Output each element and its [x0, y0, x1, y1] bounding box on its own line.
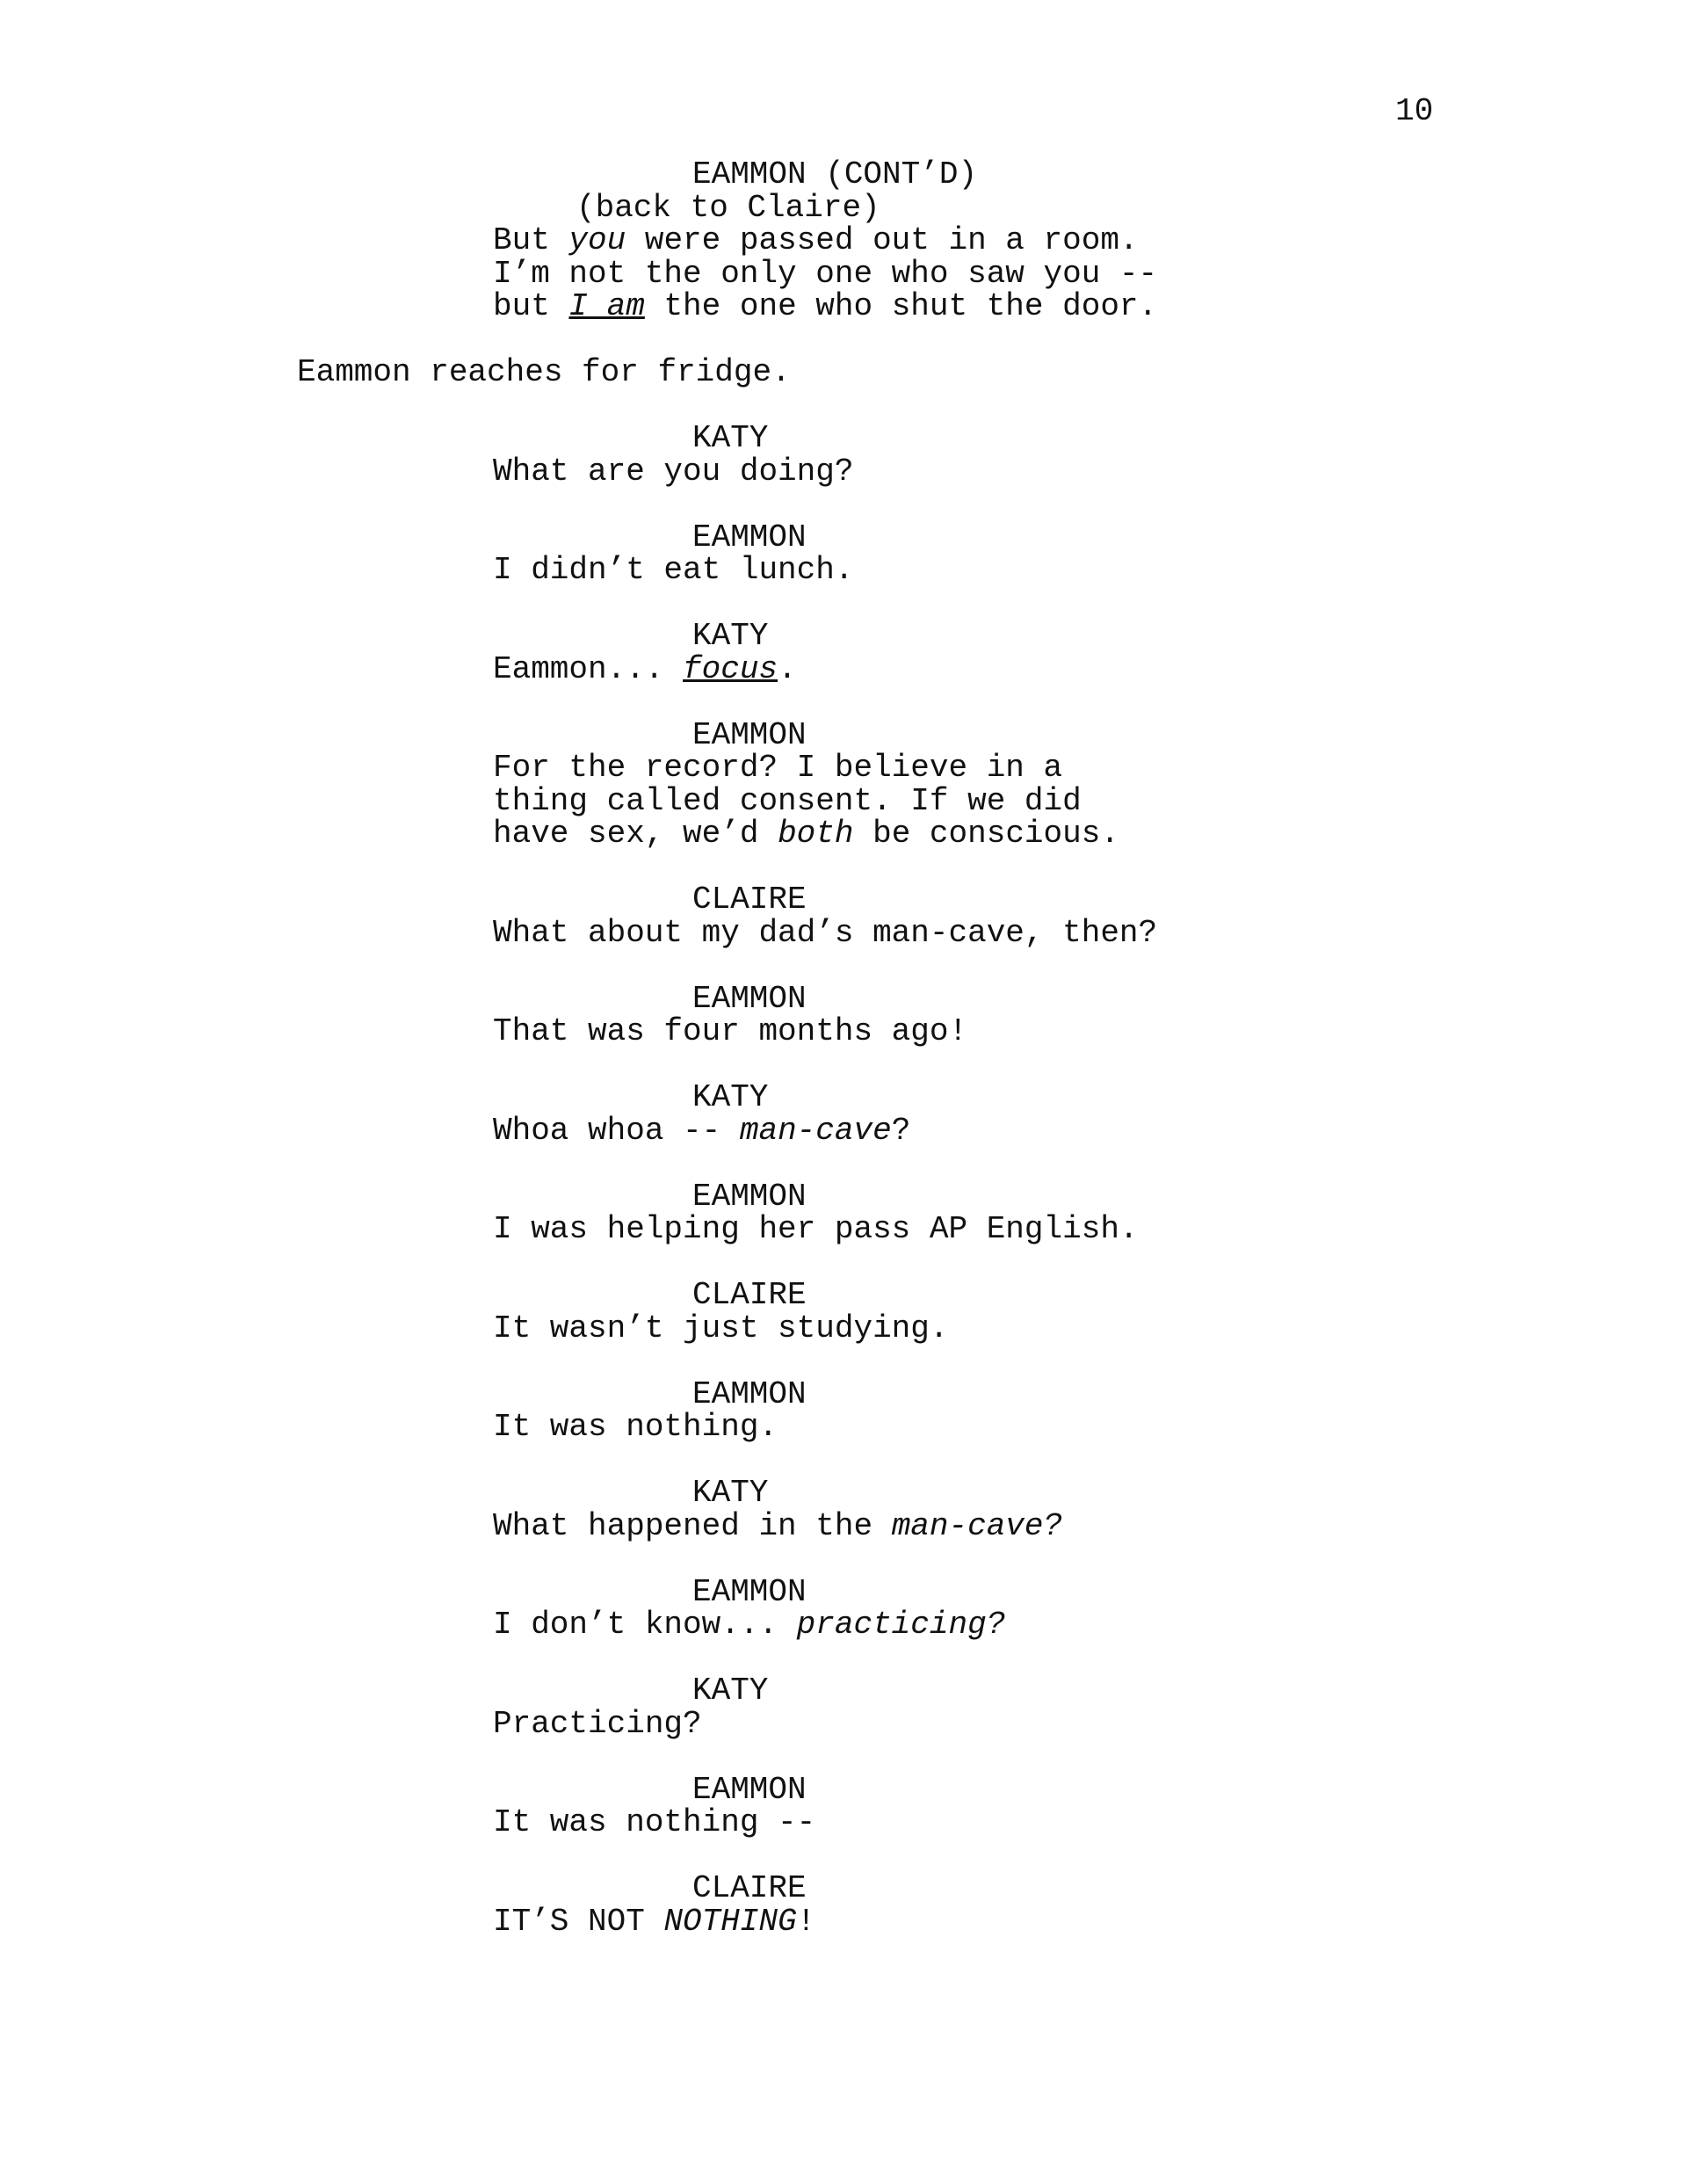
character-name: KATY	[692, 1672, 769, 1709]
dialogue-block	[0, 1674, 1687, 1740]
action-line: Eammon reaches for fridge.	[297, 354, 791, 390]
dialogue-line: What about my dad’s man-cave, then?	[493, 914, 1158, 951]
character-name: EAMMON	[692, 716, 807, 753]
emphasis-text: both	[778, 816, 854, 852]
dialogue-block	[0, 158, 1687, 323]
emphasis-text: you	[568, 222, 626, 258]
dialogue-line: I was helping her pass AP English.	[493, 1211, 1139, 1247]
dialogue-line: For the record? I believe in a	[493, 750, 1063, 786]
dialogue-line: Whoa whoa -- man-cave?	[493, 1112, 911, 1149]
character-name: EAMMON	[692, 1573, 807, 1610]
character-name: EAMMON	[692, 1178, 807, 1215]
character-name: CLAIRE	[692, 882, 807, 918]
character-name: EAMMON	[692, 980, 807, 1017]
dialogue-line: IT’S NOT NOTHING!	[493, 1903, 816, 1940]
character-name: EAMMON	[692, 1771, 807, 1808]
emphasis-text: practicing?	[796, 1607, 1006, 1643]
dialogue-line: But you were passed out in a room.	[493, 222, 1139, 258]
dialogue-block	[0, 716, 1687, 852]
character-name: KATY	[692, 1475, 769, 1511]
character-name: EAMMON	[692, 519, 807, 555]
dialogue-line: but I am the one who shut the door.	[493, 288, 1158, 324]
dialogue-block	[0, 620, 1687, 686]
underlined-text: focus	[683, 650, 778, 687]
dialogue-block	[0, 980, 1687, 1049]
emphasis-text	[568, 288, 644, 324]
dialogue-line: It wasn’t just studying.	[493, 1310, 949, 1346]
dialogue-block	[0, 1279, 1687, 1345]
character-name: EAMMON	[692, 1375, 807, 1412]
underlined-text: I am	[568, 288, 645, 324]
dialogue-line: have sex, we’d both be conscious.	[493, 816, 1119, 852]
script-body	[0, 158, 1687, 1971]
dialogue-line: Practicing?	[493, 1705, 702, 1742]
emphasis-text: man-cave?	[891, 1507, 1063, 1544]
character-name: KATY	[692, 420, 769, 456]
dialogue-block	[0, 1872, 1687, 1938]
character-name: CLAIRE	[692, 1870, 807, 1906]
dialogue-line: It was nothing.	[493, 1409, 778, 1445]
dialogue-line: thing called consent. If we did	[493, 782, 1082, 819]
character-name: KATY	[692, 1079, 769, 1115]
dialogue-block	[0, 1375, 1687, 1445]
dialogue-block	[0, 1771, 1687, 1840]
dialogue-line: I didn’t eat lunch.	[493, 552, 854, 588]
dialogue-line: I’m not the only one who saw you --	[493, 255, 1158, 292]
dialogue-line: What happened in the man-cave?	[493, 1507, 1063, 1544]
dialogue-line: It was nothing --	[493, 1804, 816, 1840]
dialogue-block	[0, 1081, 1687, 1147]
dialogue-block	[0, 1477, 1687, 1542]
character-name: KATY	[692, 618, 769, 654]
action-block	[0, 356, 1687, 389]
dialogue-block	[0, 1180, 1687, 1246]
dialogue-block	[0, 521, 1687, 587]
emphasis-text	[683, 651, 778, 687]
parenthetical: (back to Claire)	[576, 189, 880, 226]
emphasis-text: man-cave	[739, 1112, 892, 1149]
dialogue-line: That was four months ago!	[493, 1013, 968, 1049]
emphasis-text: NOTHING	[663, 1903, 797, 1940]
page-number: 10	[1395, 93, 1434, 129]
character-name: CLAIRE	[692, 1277, 807, 1313]
dialogue-block	[0, 422, 1687, 488]
dialogue-line: What are you doing?	[493, 453, 854, 490]
dialogue-block	[0, 883, 1687, 949]
dialogue-block	[0, 1573, 1687, 1643]
dialogue-line: Eammon... focus.	[493, 650, 797, 687]
dialogue-line: I don’t know... practicing?	[493, 1607, 1006, 1643]
character-name: EAMMON (CONT’D)	[692, 156, 978, 192]
